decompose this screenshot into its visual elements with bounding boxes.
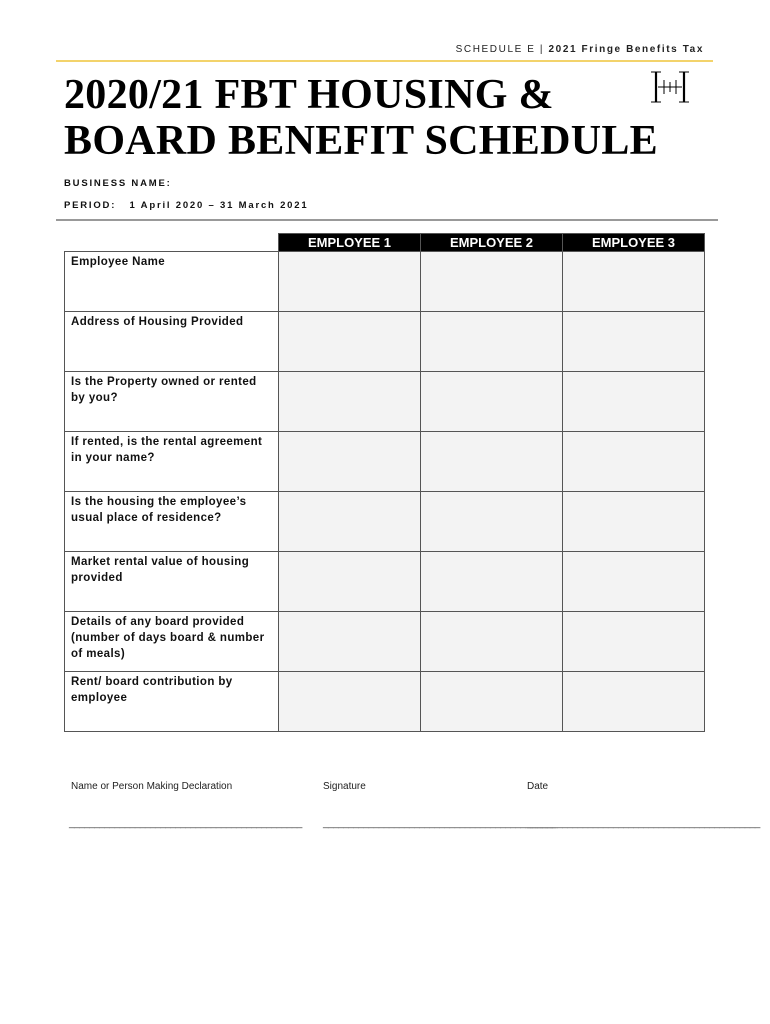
table-row (65, 372, 705, 432)
period-value: 1 April 2020 – 31 March 2021 (129, 200, 309, 211)
page-title (64, 72, 658, 164)
row-label: Market rental value of housing provided (65, 552, 279, 612)
corner-cell (65, 234, 279, 252)
period (64, 200, 308, 211)
schedule-label: SCHEDULE E (455, 44, 536, 55)
row-label: Employee Name (65, 252, 279, 312)
section-divider (56, 219, 718, 221)
table-row (65, 312, 705, 372)
employee-2-input-cell[interactable] (421, 612, 563, 672)
date-label: Date (527, 781, 549, 792)
column-header-employee-3: EMPLOYEE 3 (563, 234, 705, 252)
company-logo (650, 70, 690, 104)
employee-2-input-cell[interactable] (421, 492, 563, 552)
employee-3-input-cell[interactable] (563, 432, 705, 492)
date-field[interactable]: ______________________________________________ (527, 818, 760, 829)
signature-label: Signature (323, 781, 366, 792)
period-label: PERIOD: (64, 200, 117, 211)
employee-1-input-cell[interactable] (279, 432, 421, 492)
employee-3-input-cell[interactable] (563, 612, 705, 672)
row-label: Address of Housing Provided (65, 312, 279, 372)
employee-3-input-cell[interactable] (563, 492, 705, 552)
employee-3-input-cell[interactable] (563, 312, 705, 372)
employee-3-input-cell[interactable] (563, 252, 705, 312)
benefit-table (64, 233, 705, 732)
business-name-label: BUSINESS NAME: (64, 178, 172, 189)
row-label: Is the Property owned or rented by you? (65, 372, 279, 432)
table-row (65, 672, 705, 732)
schedule-header (456, 44, 704, 55)
employee-1-input-cell[interactable] (279, 252, 421, 312)
row-label: Is the housing the employee’s usual place of residence? (65, 492, 279, 552)
employee-1-input-cell[interactable] (279, 612, 421, 672)
title-line-2: BOARD BENEFIT SCHEDULE (64, 118, 658, 164)
separator: | (539, 44, 545, 55)
schedule-subtitle: 2021 Fringe Benefits Tax (548, 44, 704, 55)
employee-2-input-cell[interactable] (421, 552, 563, 612)
employee-3-input-cell[interactable] (563, 372, 705, 432)
column-header-employee-2: EMPLOYEE 2 (421, 234, 563, 252)
title-line-1: 2020/21 FBT HOUSING & (64, 72, 554, 118)
row-label: If rented, is the rental agreement in your name? (65, 432, 279, 492)
declarant-name-field[interactable]: ______________________________________________ (69, 818, 302, 829)
row-label: Rent/ board contribution by employee (65, 672, 279, 732)
table-row (65, 612, 705, 672)
employee-3-input-cell[interactable] (563, 552, 705, 612)
employee-2-input-cell[interactable] (421, 312, 563, 372)
declarant-name-label: Name or Person Making Declaration (71, 781, 233, 792)
employee-1-input-cell[interactable] (279, 552, 421, 612)
employee-2-input-cell[interactable] (421, 432, 563, 492)
employee-1-input-cell[interactable] (279, 492, 421, 552)
header-divider (56, 60, 713, 62)
signature-field[interactable]: ______________________________________________ (323, 818, 556, 829)
table-row (65, 552, 705, 612)
employee-2-input-cell[interactable] (421, 252, 563, 312)
employee-1-input-cell[interactable] (279, 672, 421, 732)
column-header-employee-1: EMPLOYEE 1 (279, 234, 421, 252)
row-label: Details of any board provided (number of days board & number of meals) (65, 612, 279, 672)
employee-3-input-cell[interactable] (563, 672, 705, 732)
employee-1-input-cell[interactable] (279, 372, 421, 432)
employee-2-input-cell[interactable] (421, 372, 563, 432)
employee-1-input-cell[interactable] (279, 312, 421, 372)
employee-2-input-cell[interactable] (421, 672, 563, 732)
table-row (65, 492, 705, 552)
table-row (65, 432, 705, 492)
table-row (65, 252, 705, 312)
